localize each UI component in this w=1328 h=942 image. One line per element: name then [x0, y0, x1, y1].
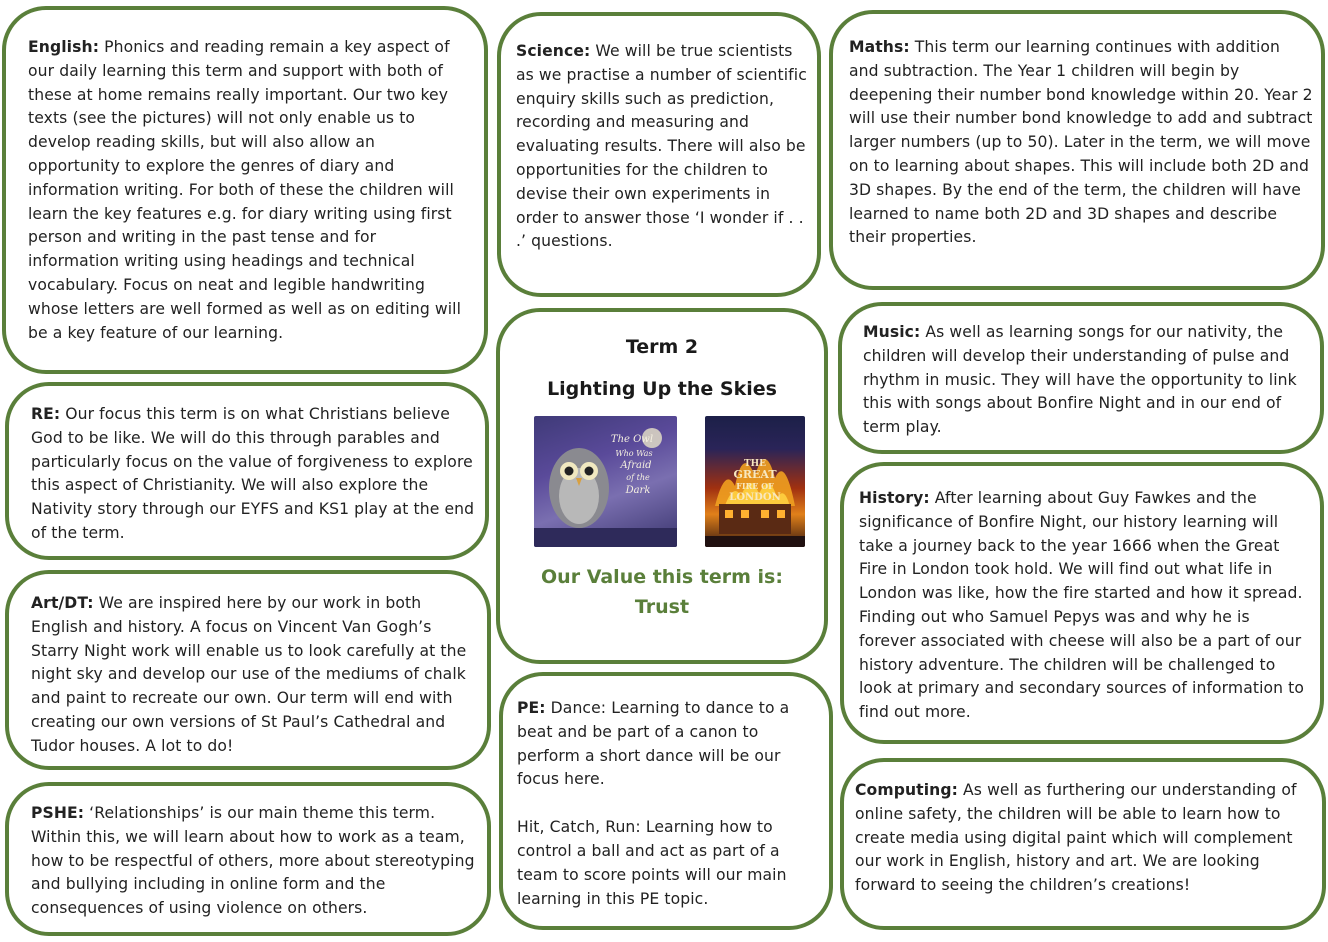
re-body: Our focus this term is on what Christians believe God to be like. We will do this through parables and particularly focus on the value of forgiveness to explore this aspect of Christianity. We will also explore the Nativity story through our EYFS and KS1 play at the end of the term.	[31, 405, 475, 542]
maths-panel	[829, 10, 1325, 290]
re-text	[31, 403, 477, 546]
computing-label: Computing:	[855, 781, 958, 799]
computing-panel	[840, 758, 1326, 930]
science-text	[516, 40, 807, 254]
value-heading: Our Value this term is:	[541, 566, 783, 588]
science-panel	[497, 12, 821, 297]
pe-label: PE:	[517, 699, 546, 717]
svg-text:THE: THE	[743, 459, 767, 469]
topic-panel	[496, 308, 828, 664]
pshe-text	[31, 802, 479, 921]
artdt-panel	[5, 570, 491, 770]
svg-text:Afraid: Afraid	[620, 460, 652, 471]
book-cover-fire	[705, 416, 805, 547]
book-covers	[506, 416, 818, 550]
music-body: As well as learning songs for our nativity, the children will develop their understanding of pulse and rhythm in music. They will have the opportunity to link this with songs about Bonfire Night and in our end of term play.	[863, 323, 1297, 437]
english-panel	[2, 6, 488, 374]
science-body: We will be true scientists as we practise a number of scientific enquiry skills such as prediction, recording and measuring and evaluating results. There will also be opportunities for the children to devise their own experiments in order to answer those ‘I wonder if . . .’ questions.	[516, 42, 807, 251]
fire-illustration	[705, 416, 805, 547]
pe-body-dance: Dance: Learning to dance to a beat and be part of a canon to perform a short dance will be our focus here.	[517, 699, 790, 789]
re-label: RE:	[31, 405, 61, 423]
music-label: Music:	[863, 323, 921, 341]
computing-text	[855, 779, 1312, 898]
artdt-body: We are inspired here by our work in both English and history. A focus on Vincent Van Gogh’s Starry Night work will enable us to look carefully at the night sky and develop our use of the mediums of chalk and paint to recreate our own. Our term will end with creating our own versions of St Paul’s Cathedral and Tudor houses. A lot to do!	[31, 594, 467, 755]
english-body: Phonics and reading remain a key aspect of our daily learning this term and support with both of these at home remains really important. Our two key texts (see the pictures) will not only enable us to develop reading skills, but will also allow an opportunity to explore the genres of diary and information writing. For both of these the children will learn the key features e.g. for diary writing using first person and writing in the past tense and for information writing using headings and technical vocabulary. Focus on neat and legible handwriting whose letters are well formed as well as on editing will be a key feature of our learning.	[28, 38, 462, 342]
book-cover-owl	[534, 416, 677, 547]
re-panel	[5, 382, 489, 560]
svg-text:GREAT: GREAT	[733, 468, 777, 481]
svg-text:FIRE OF: FIRE OF	[736, 481, 774, 491]
svg-text:LONDON: LONDON	[729, 492, 781, 503]
value-statement	[506, 562, 818, 622]
history-panel	[840, 462, 1324, 744]
history-label: History:	[859, 489, 930, 507]
value-word: Trust	[634, 596, 690, 618]
maths-body: This term our learning continues with addition and subtraction. The Year 1 children will begin by deepening their number bond knowledge within 20. Year 2 will use their number bond knowledge to add and subtract larger numbers (up to 50). Later in the term, we will move on to learning about shapes. This will include both 2D and 3D shapes. By the end of the term, the children will have learned to name both 2D and 3D shapes and describe their properties.	[849, 38, 1313, 247]
pshe-label: PSHE:	[31, 804, 85, 822]
science-label: Science:	[516, 42, 591, 60]
svg-text:Who Was: Who Was	[615, 449, 653, 458]
maths-label: Maths:	[849, 38, 910, 56]
pe-panel	[499, 672, 833, 930]
history-text	[859, 487, 1310, 725]
svg-text:Dark: Dark	[625, 485, 651, 496]
music-text	[863, 321, 1310, 440]
artdt-text	[31, 592, 479, 759]
pshe-panel	[5, 782, 491, 936]
pe-text-games: Hit, Catch, Run: Learning how to control a ball and act as part of a team to score points will our main learning in this PE topic.	[517, 818, 787, 908]
english-label: English:	[28, 38, 100, 56]
pe-text-dance	[517, 697, 819, 792]
maths-text	[849, 36, 1313, 250]
computing-body: As well as furthering our understanding of online safety, the children will be able to learn how to create media using digital paint which will complement our work in English, history and art. We are looking forward to seeing the children’s creations!	[855, 781, 1297, 895]
owl-illustration	[534, 416, 677, 547]
music-panel	[838, 302, 1324, 454]
artdt-label: Art/DT:	[31, 594, 94, 612]
history-body: After learning about Guy Fawkes and the significance of Bonfire Night, our history learning will take a journey back to the year 1666 when the Great Fire in London took hold. We will find out what life in London was like, how the fire started and how it spread. Finding out who Samuel Pepys was and why he is forever associated with cheese will also be a part of our history adventure. The children will be challenged to look at primary and secondary sources of information to find out more.	[859, 489, 1305, 722]
term-title: Term 2	[625, 336, 699, 358]
topic-title: Lighting Up the Skies	[547, 378, 777, 400]
english-text	[28, 36, 470, 345]
svg-text:The Owl: The Owl	[610, 434, 654, 445]
pshe-body: ‘Relationships’ is our main theme this term. Within this, we will learn about how to work as a team, how to be respectful of others, more about stereotyping and bullying including in online form and the consequences of using violence on others.	[31, 804, 475, 918]
svg-text:of the: of the	[626, 473, 650, 482]
